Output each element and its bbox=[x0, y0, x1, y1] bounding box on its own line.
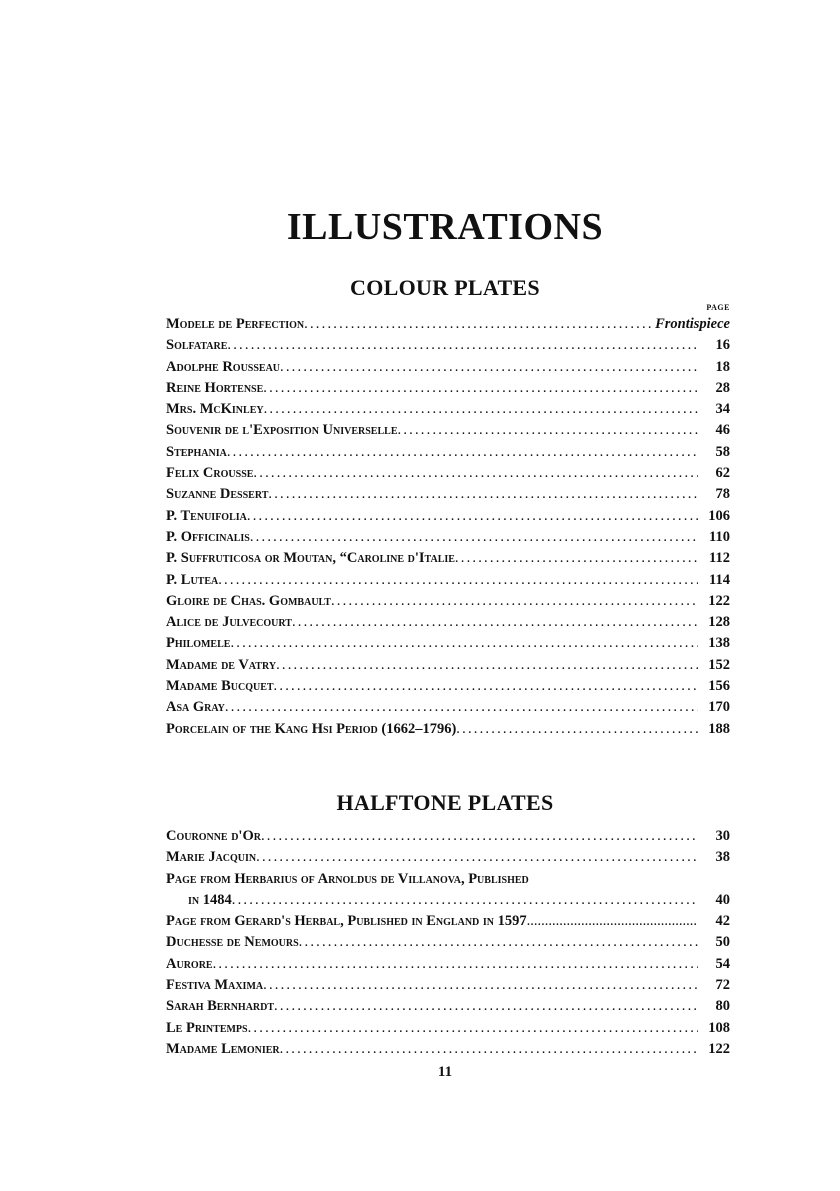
list-item: Marie Jacquin ..... 38 bbox=[166, 847, 730, 868]
list-item: Stephania ..... 58 bbox=[166, 442, 730, 463]
list-item: Duchesse de Nemours ..... 50 bbox=[166, 932, 730, 953]
halftone-plates-heading: HALFTONE PLATES bbox=[336, 790, 554, 815]
list-item: Souvenir de l'Exposition Universelle ..... 46 bbox=[166, 420, 730, 441]
list-item: Le Printemps ..... 108 bbox=[166, 1018, 730, 1039]
list-item-first-line: Page from Herbarius of Arnoldus de Villanova, Published bbox=[166, 870, 529, 887]
list-item: Alice de Julvecourt ..... 128 bbox=[166, 612, 730, 633]
list-item: Gloire de Chas. Gombault ..... 122 bbox=[166, 591, 730, 612]
list-item: Madame de Vatry ..... 152 bbox=[166, 655, 730, 676]
colour-plates-list bbox=[166, 314, 730, 740]
list-item: Page from Gerard's Herbal, Published in England in 1597 ..... 42 bbox=[166, 911, 730, 932]
list-item: P. Tenuifolia ..... 106 bbox=[166, 506, 730, 527]
list-item: Couronne d'Or ..... 30 bbox=[166, 826, 730, 847]
page-column-label: PAGE bbox=[706, 303, 730, 312]
list-item: Sarah Bernhardt ..... 80 bbox=[166, 996, 730, 1017]
list-item: Madame Lemonier ..... 122 bbox=[166, 1039, 730, 1060]
list-item: P. Lutea ..... 114 bbox=[166, 570, 730, 591]
list-item: Porcelain of the Kang Hsi Period (1662–1796) ..... 188 bbox=[166, 719, 730, 740]
list-item: Philomele ..... 138 bbox=[166, 633, 730, 654]
list-item: Adolphe Rousseau ..... 18 bbox=[166, 357, 730, 378]
page-number: 11 bbox=[437, 1064, 453, 1080]
list-item: Aurore ..... 54 bbox=[166, 954, 730, 975]
list-item-continuation: in 1484 ..... 40 bbox=[166, 890, 730, 911]
list-item: P. Officinalis ..... 110 bbox=[166, 527, 730, 548]
list-item: Festiva Maxima ..... 72 bbox=[166, 975, 730, 996]
list-item: P. Suffruticosa or Moutan, “Caroline d'Italie ..... 112 bbox=[166, 548, 730, 569]
list-item: Madame Bucquet ..... 156 bbox=[166, 676, 730, 697]
list-item: Suzanne Dessert ..... 78 bbox=[166, 484, 730, 505]
halftone-plates-list bbox=[166, 826, 730, 1060]
page-title: ILLUSTRATIONS bbox=[286, 206, 604, 248]
colour-plates-heading: COLOUR PLATES bbox=[350, 275, 540, 300]
list-item: Modele de Perfection ..... Frontispiece bbox=[166, 314, 730, 335]
list-item: Felix Crousse ..... 62 bbox=[166, 463, 730, 484]
list-item bbox=[166, 869, 730, 912]
list-item: Asa Gray ..... 170 bbox=[166, 697, 730, 718]
list-item: Mrs. McKinley ..... 34 bbox=[166, 399, 730, 420]
list-item: Solfatare ..... 16 bbox=[166, 335, 730, 356]
list-item: Reine Hortense ..... 28 bbox=[166, 378, 730, 399]
